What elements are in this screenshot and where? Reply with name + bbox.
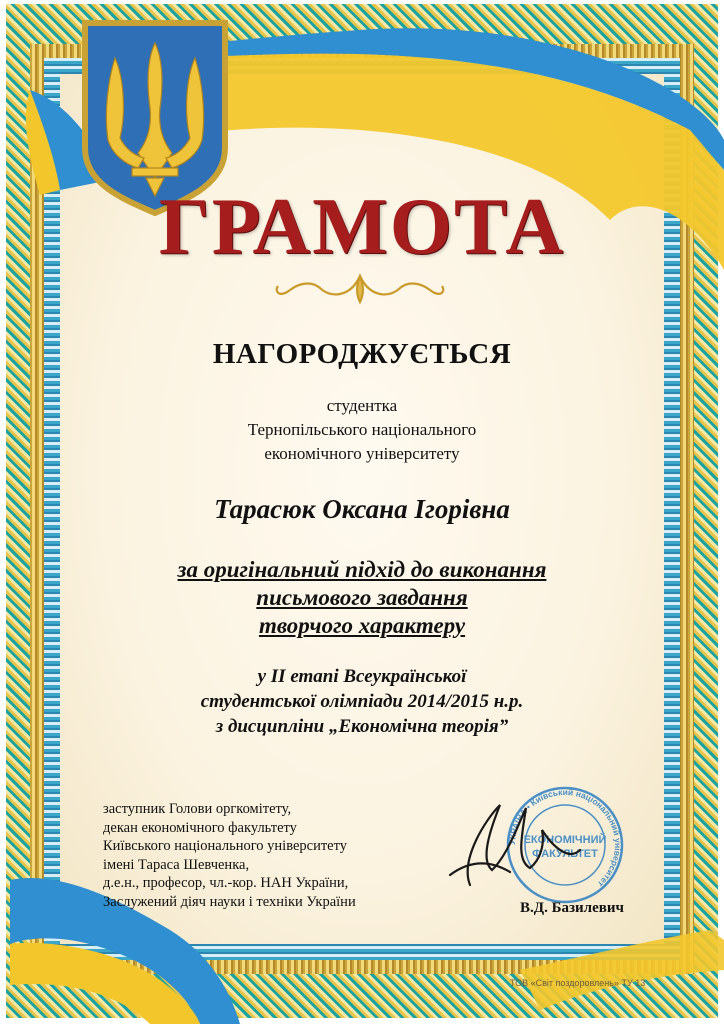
recipient-line: Тернопільського національного xyxy=(247,420,477,439)
signatory-line: д.е.н., професор, чл.-кор. НАН України, xyxy=(103,875,349,891)
stamp-ring-text: УКРАЇНА • Київський національний університет xyxy=(506,786,624,890)
reason-line: письмового завдання xyxy=(256,585,468,610)
recipient-name: Тарасюк Оксана Ігорівна xyxy=(214,494,510,524)
signatory-line: імені Тараса Шевченка, xyxy=(103,856,250,873)
certificate-title: ГРАМОТА xyxy=(158,183,566,271)
signer-name: В.Д. Базилевич xyxy=(520,900,624,916)
stamp-text-line1: ЕКОНОМІЧНИЙ xyxy=(523,834,607,846)
handwritten-signature xyxy=(430,790,590,900)
recipient-line: студентка xyxy=(326,396,398,415)
flourish-ornament xyxy=(270,268,450,306)
recipient-line: економічного університету xyxy=(264,444,460,463)
stamp-text-line2: ФАКУЛЬТЕТ xyxy=(532,848,598,860)
signatory-line: Київського національного університету xyxy=(103,838,348,854)
event-description xyxy=(70,664,654,739)
event-line: у II етапі Всеукраїнської xyxy=(257,666,467,687)
award-heading: НАГОРОДЖУЄТЬСЯ xyxy=(212,338,512,370)
signatory-line: Заслужений діяч науки і техніки України xyxy=(103,893,356,910)
event-line: з дисципліни „Економічна теорія” xyxy=(215,716,509,737)
event-line: студентської олімпіади 2014/2015 н.р. xyxy=(200,691,524,712)
print-mark: ТОВ «Світ поздоровлень» ТУ 13 xyxy=(510,978,646,988)
reason-line: за оригінальний підхід до виконання xyxy=(177,557,547,582)
signatory-line: заступник Голови оргкомітету, xyxy=(103,801,292,817)
award-reason xyxy=(70,556,654,640)
recipient-info xyxy=(70,394,654,466)
signatory-line: декан економічного факультету xyxy=(103,819,297,836)
signatory-title xyxy=(103,800,413,911)
reason-line: творчого характеру xyxy=(258,613,466,638)
